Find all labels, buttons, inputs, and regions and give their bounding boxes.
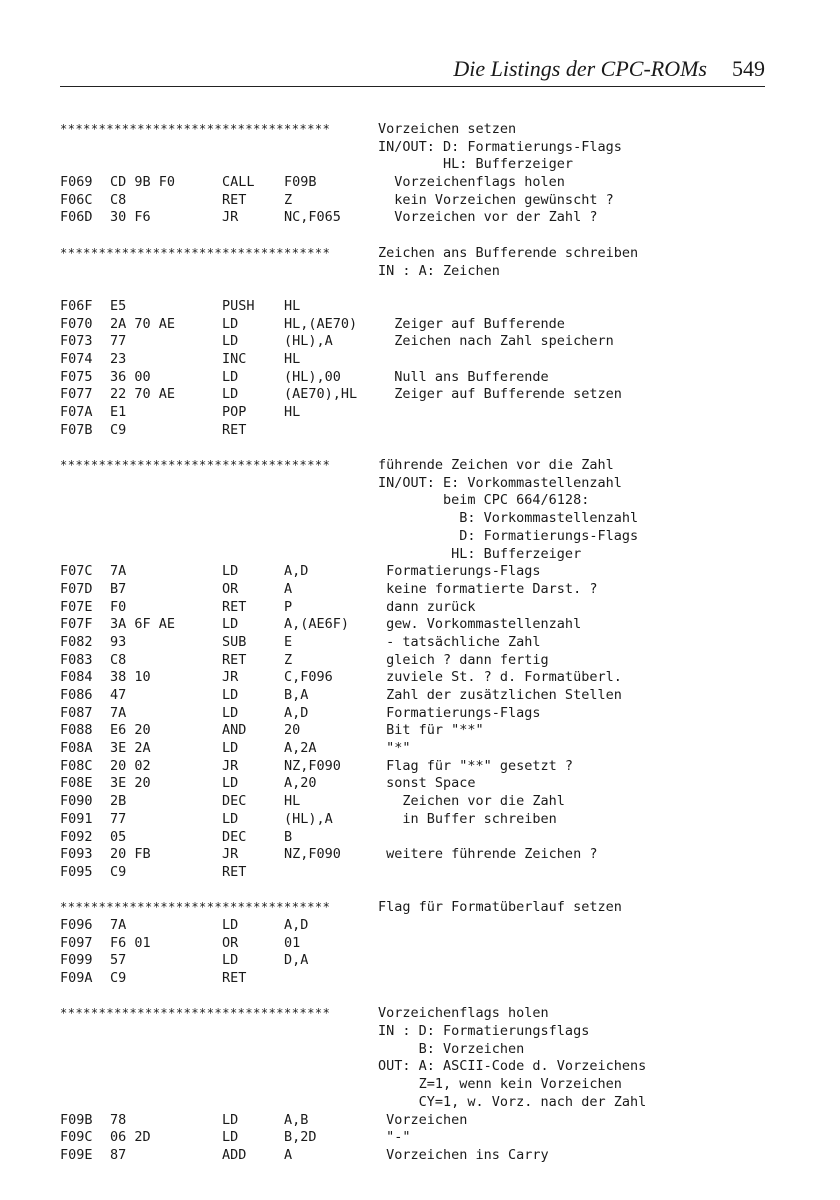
opcode-bytes: C9 — [110, 863, 127, 880]
asterisk-separator: *********************************** — [60, 458, 331, 473]
operand: A,D — [284, 704, 309, 721]
address: F097 — [60, 934, 93, 951]
opcode-bytes: E1 — [110, 404, 127, 420]
address: F084 — [60, 669, 93, 686]
operand: F09B — [284, 174, 317, 191]
address: F07D — [60, 580, 93, 597]
address: F075 — [60, 368, 93, 385]
opcode-bytes: F6 01 — [110, 934, 151, 951]
opcode-bytes: 38 10 — [110, 669, 151, 686]
mnemonic: CALL — [222, 174, 255, 191]
comment: OUT: A: ASCII-Code d. Vorzeichens — [378, 1058, 647, 1075]
address: F08C — [60, 757, 93, 774]
comment: Bit für "**" — [378, 722, 484, 739]
mnemonic: RET — [222, 598, 247, 615]
operand: P — [284, 598, 293, 615]
operand: HL — [284, 297, 301, 314]
opcode-bytes: C9 — [110, 970, 127, 986]
comment: sonst Space — [378, 775, 476, 792]
address: F07B — [60, 421, 93, 438]
comment: B: Vorkommastellenzahl — [378, 510, 639, 527]
operand: A — [284, 1146, 293, 1163]
operand: C,F096 — [284, 669, 333, 686]
comment: Flag für Formatüberlauf setzen — [378, 899, 622, 916]
operand: (AE70),HL — [284, 386, 358, 403]
comment: IN : D: Formatierungsflags — [378, 1023, 590, 1040]
address: F070 — [60, 315, 93, 332]
mnemonic: LD — [222, 810, 239, 827]
address: F086 — [60, 687, 93, 703]
mnemonic: LD — [222, 952, 239, 969]
mnemonic: PUSH — [222, 297, 255, 314]
address: F083 — [60, 651, 93, 668]
address: F08A — [60, 740, 93, 757]
opcode-bytes: 3E 2A — [110, 740, 151, 757]
comment: CY=1, w. Vorz. nach der Zahl — [378, 1093, 647, 1110]
comment: Vorzeichen ins Carry — [378, 1146, 549, 1163]
mnemonic: RET — [222, 191, 247, 208]
opcode-bytes: C8 — [110, 191, 127, 208]
mnemonic: INC — [222, 350, 247, 367]
comment: Vorzeichen — [378, 1111, 468, 1128]
address: F077 — [60, 386, 93, 403]
operand: B — [284, 828, 293, 845]
asterisk-separator: *********************************** — [60, 1006, 331, 1021]
mnemonic: LD — [222, 333, 239, 350]
mnemonic: JR — [222, 669, 239, 686]
mnemonic: LD — [222, 1129, 239, 1146]
operand: B,A — [284, 687, 309, 703]
operand: 20 — [284, 722, 301, 739]
mnemonic: JR — [222, 846, 239, 863]
comment: Z=1, wenn kein Vorzeichen — [378, 1076, 622, 1093]
opcode-bytes: 2A 70 AE — [110, 315, 176, 332]
comment: D: Formatierungs-Flags — [378, 527, 639, 544]
opcode-bytes: 47 — [110, 687, 127, 703]
opcode-bytes: 77 — [110, 810, 127, 827]
mnemonic: LD — [222, 386, 239, 403]
mnemonic: ADD — [222, 1146, 247, 1163]
comment: Formatierungs-Flags — [378, 563, 541, 580]
comment: "*" — [378, 740, 411, 757]
opcode-bytes: 7A — [110, 916, 127, 933]
opcode-bytes: 36 00 — [110, 368, 151, 385]
operand: NZ,F090 — [284, 846, 341, 863]
address: F09E — [60, 1146, 93, 1163]
operand: NZ,F090 — [284, 757, 341, 774]
operand: A,B — [284, 1111, 309, 1128]
mnemonic: DEC — [222, 793, 247, 810]
address: F096 — [60, 916, 93, 933]
mnemonic: OR — [222, 580, 239, 597]
opcode-bytes: 30 F6 — [110, 209, 151, 226]
mnemonic: LD — [222, 616, 239, 633]
operand: (HL),00 — [284, 368, 341, 385]
address: F07C — [60, 563, 93, 580]
mnemonic: RET — [222, 421, 247, 438]
comment: HL: Bufferzeiger — [378, 545, 582, 562]
comment: führende Zeichen vor die Zahl — [378, 457, 614, 474]
opcode-bytes: 05 — [110, 828, 127, 845]
mnemonic: POP — [222, 404, 247, 420]
address: F07E — [60, 598, 93, 615]
address: F06F — [60, 297, 93, 314]
comment: - tatsächliche Zahl — [378, 633, 541, 650]
opcode-bytes: 93 — [110, 633, 127, 650]
opcode-bytes: E6 20 — [110, 722, 151, 739]
address: F07A — [60, 404, 93, 420]
comment: zuviele St. ? d. Formatüberl. — [378, 669, 622, 686]
comment: Vorzeichenflags holen — [378, 174, 565, 191]
opcode-bytes: 87 — [110, 1146, 127, 1163]
comment: Zahl der zusätzlichen Stellen — [378, 687, 622, 703]
comment: Vorzeichen vor der Zahl ? — [378, 209, 598, 226]
comment: HL: Bufferzeiger — [378, 156, 574, 173]
opcode-bytes: 23 — [110, 350, 127, 367]
comment: weitere führende Zeichen ? — [378, 846, 598, 863]
comment: Flag für "**" gesetzt ? — [378, 757, 574, 774]
operand: A,20 — [284, 775, 317, 792]
address: F074 — [60, 350, 93, 367]
address: F09B — [60, 1111, 93, 1128]
mnemonic: LD — [222, 740, 239, 757]
opcode-bytes: 7A — [110, 704, 127, 721]
address: F073 — [60, 333, 93, 350]
comment: Zeichen vor die Zahl — [378, 793, 565, 810]
mnemonic: JR — [222, 757, 239, 774]
comment: beim CPC 664/6128: — [378, 492, 590, 509]
comment: Zeichen nach Zahl speichern — [378, 333, 614, 350]
operand: HL,(AE70) — [284, 315, 358, 332]
operand: (HL),A — [284, 333, 333, 350]
asterisk-separator: *********************************** — [60, 900, 331, 915]
opcode-bytes: F0 — [110, 598, 127, 615]
page-header — [60, 50, 765, 87]
comment: Zeiger auf Bufferende — [378, 315, 565, 332]
mnemonic: LD — [222, 1111, 239, 1128]
address: F09A — [60, 970, 93, 986]
operand: NC,F065 — [284, 209, 341, 226]
mnemonic: LD — [222, 704, 239, 721]
comment: Zeiger auf Bufferende setzen — [378, 386, 622, 403]
operand: HL — [284, 793, 301, 810]
opcode-bytes: 78 — [110, 1111, 127, 1128]
opcode-bytes: E5 — [110, 297, 127, 314]
comment: Null ans Bufferende — [378, 368, 549, 385]
opcode-bytes: 06 2D — [110, 1129, 151, 1146]
mnemonic: RET — [222, 970, 247, 986]
address: F08E — [60, 775, 93, 792]
opcode-bytes: 3E 20 — [110, 775, 151, 792]
comment: "-" — [378, 1129, 411, 1146]
comment: in Buffer schreiben — [378, 810, 557, 827]
address: F087 — [60, 704, 93, 721]
operand: A — [284, 580, 293, 597]
opcode-bytes: 20 02 — [110, 757, 151, 774]
operand: HL — [284, 350, 301, 367]
comment: IN/OUT: E: Vorkommastellenzahl — [378, 474, 622, 491]
address: F099 — [60, 952, 93, 969]
comment: IN/OUT: D: Formatierungs-Flags — [378, 138, 622, 155]
address: F082 — [60, 633, 93, 650]
comment: IN : A: Zeichen — [378, 262, 500, 279]
operand: Z — [284, 191, 293, 208]
operand: D,A — [284, 952, 309, 969]
mnemonic: RET — [222, 863, 247, 880]
asterisk-separator: *********************************** — [60, 122, 331, 136]
mnemonic: LD — [222, 916, 239, 933]
mnemonic: OR — [222, 934, 239, 951]
opcode-bytes: CD 9B F0 — [110, 174, 176, 191]
comment: kein Vorzeichen gewünscht ? — [378, 191, 614, 208]
mnemonic: LD — [222, 563, 239, 580]
opcode-bytes: 57 — [110, 952, 127, 969]
address: F090 — [60, 793, 93, 810]
operand: A,2A — [284, 740, 317, 757]
comment: Vorzeichen setzen — [378, 121, 517, 137]
opcode-bytes: 77 — [110, 333, 127, 350]
operand: A,D — [284, 916, 309, 933]
mnemonic: JR — [222, 209, 239, 226]
opcode-bytes: 22 70 AE — [110, 386, 176, 403]
mnemonic: LD — [222, 368, 239, 385]
mnemonic: RET — [222, 651, 247, 668]
comment: Vorzeichenflags holen — [378, 1005, 549, 1022]
comment: B: Vorzeichen — [378, 1040, 525, 1057]
comment: gew. Vorkommastellenzahl — [378, 616, 582, 633]
address: F095 — [60, 863, 93, 880]
page-number: 549 — [732, 56, 765, 81]
address: F088 — [60, 722, 93, 739]
operand: Z — [284, 651, 293, 668]
opcode-bytes: 3A 6F AE — [110, 616, 176, 633]
comment: keine formatierte Darst. ? — [378, 580, 598, 597]
opcode-bytes: B7 — [110, 580, 127, 597]
opcode-bytes: C8 — [110, 651, 127, 668]
operand: A,(AE6F) — [284, 616, 350, 633]
mnemonic: LD — [222, 775, 239, 792]
operand: HL — [284, 404, 301, 420]
operand: B,2D — [284, 1129, 317, 1146]
address: F093 — [60, 846, 93, 863]
operand: (HL),A — [284, 810, 333, 827]
address: F069 — [60, 174, 93, 191]
address: F06C — [60, 191, 93, 208]
address: F091 — [60, 810, 93, 827]
comment: Zeichen ans Bufferende schreiben — [378, 244, 639, 261]
operand: A,D — [284, 563, 309, 580]
mnemonic: SUB — [222, 633, 247, 650]
asterisk-separator: *********************************** — [60, 245, 331, 260]
mnemonic: LD — [222, 315, 239, 332]
mnemonic: DEC — [222, 828, 247, 845]
comment: dann zurück — [378, 598, 476, 615]
address: F06D — [60, 209, 93, 226]
opcode-bytes: 7A — [110, 563, 127, 580]
operand: E — [284, 633, 293, 650]
address: F07F — [60, 616, 93, 633]
address: F09C — [60, 1129, 93, 1146]
operand: 01 — [284, 934, 301, 951]
opcode-bytes: C9 — [110, 421, 127, 438]
opcode-bytes: 20 FB — [110, 846, 151, 863]
comment: Formatierungs-Flags — [378, 704, 541, 721]
address: F092 — [60, 828, 93, 845]
running-title: Die Listings der CPC-ROMs — [453, 56, 707, 81]
opcode-bytes: 2B — [110, 793, 127, 810]
mnemonic: AND — [222, 722, 247, 739]
comment: gleich ? dann fertig — [378, 651, 549, 668]
mnemonic: LD — [222, 687, 239, 703]
